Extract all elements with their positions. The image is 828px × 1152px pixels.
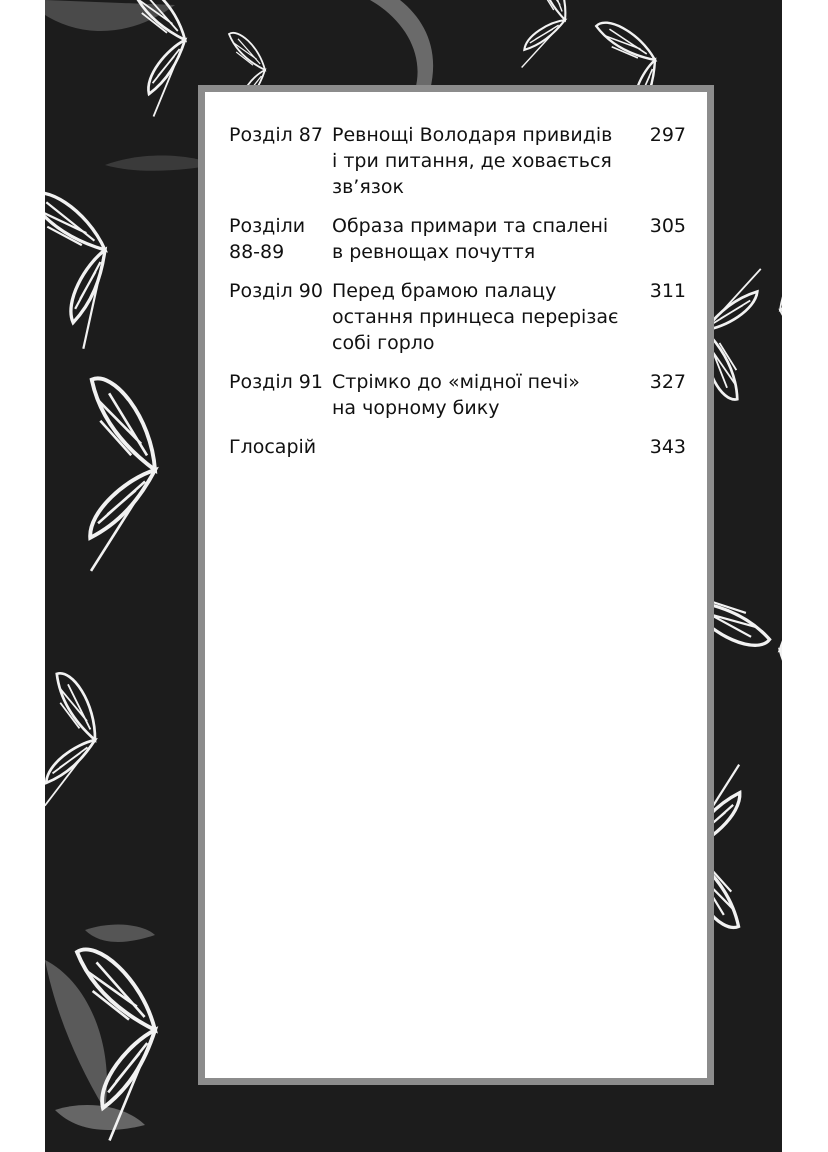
chapter-label (229, 278, 329, 304)
toc-panel (205, 92, 707, 1078)
chapter-title (332, 278, 622, 356)
chapter-line: Глосарій (229, 436, 317, 458)
page-number: 343 (649, 436, 686, 458)
chapter-title (332, 369, 622, 421)
chapter-line: 88-89 (229, 241, 285, 263)
title-line: в ревнощах почуття (332, 241, 536, 263)
page-number: 327 (649, 371, 686, 393)
title-line: на чорному бику (332, 397, 500, 419)
chapter-title (332, 213, 622, 265)
title-line: зв’язок (332, 176, 404, 198)
title-line: і три питання, де ховається (332, 150, 612, 172)
chapter-label (229, 213, 329, 265)
chapter-label (229, 434, 329, 460)
chapter-label (229, 122, 329, 148)
title-line: Стрімко до «мідної печі» (332, 371, 580, 393)
butterfly-icon (505, 0, 580, 76)
title-line: собі горло (332, 332, 435, 354)
title-line: Образа примари та спалені (332, 215, 609, 237)
page-number: 311 (649, 280, 686, 302)
butterfly-icon (771, 254, 782, 347)
chapter-line: Розділи (229, 215, 306, 237)
butterfly-icon (780, 574, 782, 706)
butterfly-icon (59, 377, 169, 579)
title-line: Перед брамою палацу (332, 280, 557, 302)
page-number: 297 (649, 124, 686, 146)
chapter-line: Розділ 91 (229, 371, 323, 393)
chapter-line: Розділ 87 (229, 124, 323, 146)
butterfly-icon (45, 183, 121, 354)
butterfly-icon (45, 672, 109, 814)
title-line: Ревнощі Володаря привидів (332, 124, 613, 146)
chapter-label (229, 369, 329, 395)
toc-panel-frame (198, 85, 714, 1085)
cover-background (45, 0, 782, 1152)
chapter-line: Розділ 90 (229, 280, 323, 302)
chapter-title (332, 122, 622, 200)
page-number: 305 (649, 215, 686, 237)
title-line: остання принцеса перерізає (332, 306, 619, 328)
